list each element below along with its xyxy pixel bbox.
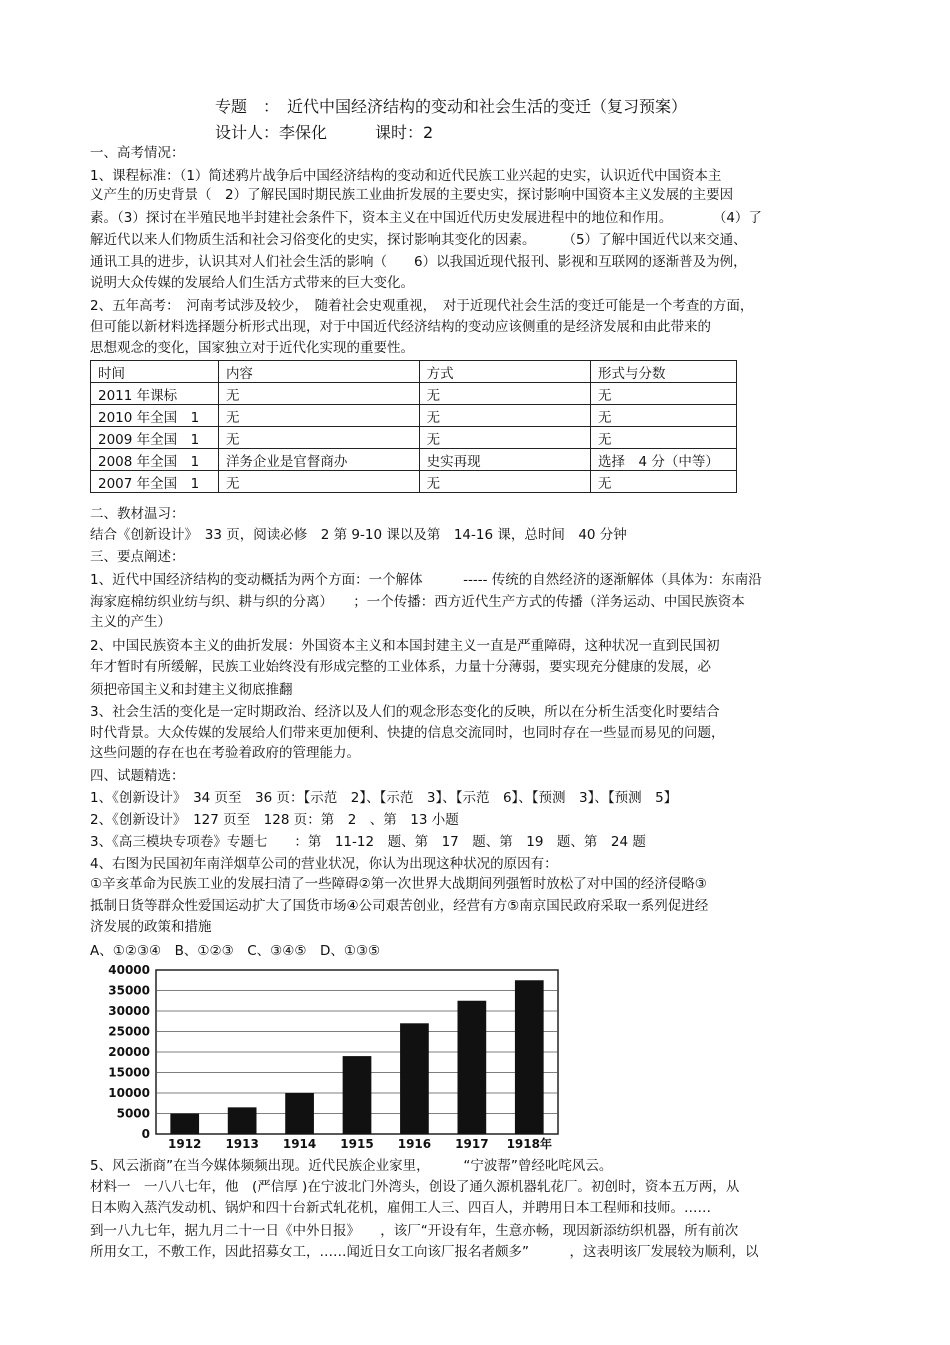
bar: [228, 1107, 257, 1134]
table-cell: 洋务企业是官督商办: [218, 449, 419, 471]
y-tick-label: 35000: [108, 983, 150, 998]
table-cell: 无: [419, 427, 590, 449]
y-tick-label: 20000: [108, 1045, 150, 1059]
text-line: 但可能以新材料选择题分析形式出现，对于中国近代经济结构的变动应该侧重的是经济发展和由此带来的: [90, 319, 711, 335]
bar: [170, 1114, 199, 1135]
text-line: ①辛亥革命为民族工业的发展扫清了一些障碍②第一次世界大战期间列强暂时放松了对中国的经济侵略③: [90, 876, 707, 892]
text-line: 到一八九七年，据九月二十一日《中外日报》 ，该厂“开设有年，生意亦畅，现因新添纺织机器，所有前次: [90, 1223, 739, 1239]
table-header-cell: 内容: [218, 361, 419, 383]
text-line: 三、要点阐述：: [90, 549, 185, 565]
x-tick-label: 1914: [282, 1137, 317, 1151]
bar: [285, 1093, 314, 1134]
text-line: 这些问题的存在也在考验着政府的管理能力。: [90, 745, 360, 761]
table-header-cell: 时间: [91, 361, 219, 383]
bar: [343, 1056, 372, 1134]
text-line: 抵制日货等群众性爱国运动扩大了国货市场④公司艰苦创业，经营有方⑤南京国民政府采取一系列促进经: [90, 898, 709, 914]
revenue-bar-chart: [90, 962, 590, 1152]
table-cell: 无: [419, 383, 590, 405]
x-tick-label: 1918年: [506, 1137, 552, 1151]
text-line: 主义的产生）: [90, 614, 171, 630]
table-cell: 无: [218, 405, 419, 427]
text-line: 1、《创新设计》 34 页至 36 页：【示范 2】、【示范 3】、【示范 6】、【预测 3】、【预测 5】: [90, 790, 678, 806]
x-tick-label: 1917: [455, 1137, 489, 1151]
table-row: [91, 449, 737, 471]
text-line: 5、风云浙商”在当今媒体频频出现。近代民族企业家里， “宁波帮”曾经叱咤风云。: [90, 1158, 613, 1174]
text-line: 一、高考情况：: [90, 145, 185, 161]
y-tick-label: 15000: [108, 1065, 150, 1080]
text-line: 义产生的历史背景（ 2）了解民国时期民族工业曲折发展的主要史实，探讨影响中国资本主义发展的主要因: [90, 187, 734, 203]
y-tick-label: 40000: [108, 963, 150, 977]
x-tick-label: 1913: [225, 1137, 259, 1151]
x-tick-label: 1915: [340, 1137, 374, 1151]
table-cell: 2008 年全国 1: [91, 449, 219, 471]
exam-table: [90, 360, 737, 493]
text-line: 济发展的政策和措施: [90, 919, 212, 935]
table-cell: 无: [218, 427, 419, 449]
text-line: 须把帝国主义和封建主义彻底推翻: [90, 682, 293, 698]
text-line: 时代背景。大众传媒的发展给人们带来更加便利、快捷的信息交流同时，也同时存在一些显而易见的问题，: [90, 725, 725, 741]
text-line: 2、《创新设计》 127 页至 128 页：第 2 、第 13 小题: [90, 812, 459, 828]
table-cell: 无: [218, 383, 419, 405]
table-row: [91, 471, 737, 493]
text-line: 通讯工具的进步，认识其对人们社会生活的影响（ 6）以我国近现代报刊、影视和互联网的逐渐普及为例，: [90, 254, 747, 270]
bar: [458, 1001, 487, 1134]
text-line: 解近代以来人们物质生活和社会习俗变化的史实，探讨影响其变化的因素。 （5）了解中国近代以来交通、: [90, 232, 747, 248]
text-line: 思想观念的变化，国家独立对于近代化实现的重要性。: [90, 340, 414, 356]
table-cell: 无: [419, 405, 590, 427]
text-line: 日本购入蒸汽发动机、锅炉和四十台新式轧花机，雇佣工人三、四百人，并聘用日本工程师和技师。……: [90, 1200, 711, 1216]
text-line: A、①②③④ B、①②③ C、③④⑤ D、①③⑤: [90, 943, 381, 959]
table-cell: 2010 年全国 1: [91, 405, 219, 427]
text-line: 3、《高三模块专项卷》专题七 ：第 11-12 题、第 17 题、第 19 题、第 24 题: [90, 834, 646, 850]
table-cell: 选择 4 分（中等）: [591, 449, 737, 471]
x-tick-label: 1916: [397, 1137, 432, 1151]
text-line: 所用女工，不敷工作，因此招募女工，……闻近日女工向该厂报名者颇多” ，这表明该厂发展较为顺利，以: [90, 1244, 759, 1260]
text-line: 1、课程标准：（1）简述鸦片战争后中国经济结构的变动和近代民族工业兴起的史实，认识近代中国资本主: [90, 168, 722, 184]
table-cell: 2011 年课标: [91, 383, 219, 405]
text-line: 结合《创新设计》 33 页，阅读必修 2 第 9-10 课以及第 14-16 课，总时间 40 分钟: [90, 527, 627, 543]
y-tick-label: 5000: [116, 1106, 150, 1121]
text-line: 2、中国民族资本主义的曲折发展：外国资本主义和本国封建主义一直是严重障碍，这种状况一直到民国初: [90, 638, 720, 654]
table-cell: 2007 年全国 1: [91, 471, 219, 493]
text-line: 3、社会生活的变化是一定时期政治、经济以及人们的观念形态变化的反映，所以在分析生活变化时要结合: [90, 704, 720, 720]
table-cell: 2009 年全国 1: [91, 427, 219, 449]
text-line: 二、教材温习：: [90, 506, 185, 522]
bar: [515, 980, 544, 1134]
table-row: [91, 383, 737, 405]
table-cell: 无: [591, 383, 737, 405]
doc-title: 专题 ： 近代中国经济结构的变动和社会生活的变迁（复习预案）: [215, 97, 688, 116]
table-header-cell: 方式: [419, 361, 590, 383]
bar: [400, 1023, 429, 1134]
table-cell: 无: [591, 405, 737, 427]
text-line: 2、五年高考： 河南考试涉及较少， 随着社会史观重视， 对于近现代社会生活的变迁可能是一个考查的方面，: [90, 298, 754, 314]
table-cell: 无: [591, 427, 737, 449]
y-tick-label: 25000: [108, 1024, 150, 1039]
text-line: 海家庭棉纺织业纺与织、耕与织的分离） ；一个传播：西方近代生产方式的传播（洋务运动、中国民族资本: [90, 594, 745, 610]
table-cell: 史实再现: [419, 449, 590, 471]
text-line: 四、试题精选：: [90, 768, 185, 784]
y-tick-label: 30000: [108, 1004, 150, 1018]
text-line: 素。（3）探讨在半殖民地半封建社会条件下，资本主义在中国近代历史发展进程中的地位和作用。 （4）了: [90, 210, 762, 226]
text-line: 说明大众传媒的发展给人们生活方式带来的巨大变化。: [90, 275, 414, 291]
text-line: 1、近代中国经济结构的变动概括为两个方面：一个解体 ----- 传统的自然经济的逐渐解体（具体为：东南沿: [90, 572, 762, 588]
text-line: 4、右图为民国初年南洋烟草公司的营业状况，你认为出现这种状况的原因有：: [90, 856, 558, 872]
y-tick-label: 0: [141, 1127, 150, 1141]
designer-line: 设计人：李保化 课时：2: [215, 123, 434, 142]
table-header-row: [91, 361, 737, 383]
y-tick-label: 10000: [108, 1086, 150, 1100]
table-row: [91, 405, 737, 427]
text-line: 年才暂时有所缓解，民族工业始终没有形成完整的工业体系，力量十分薄弱，要实现充分健康的发展，必: [90, 659, 711, 675]
table-header-cell: 形式与分数: [591, 361, 737, 383]
table-cell: 无: [419, 471, 590, 493]
table-cell: 无: [591, 471, 737, 493]
table-row: [91, 427, 737, 449]
text-line: 材料一 一八八七年，他 (严信厚 )在宁波北门外湾头，创设了通久源机器轧花厂。初创时，资本五万两，从: [90, 1179, 740, 1195]
table-cell: 无: [218, 471, 419, 493]
x-tick-label: 1912: [168, 1137, 202, 1151]
